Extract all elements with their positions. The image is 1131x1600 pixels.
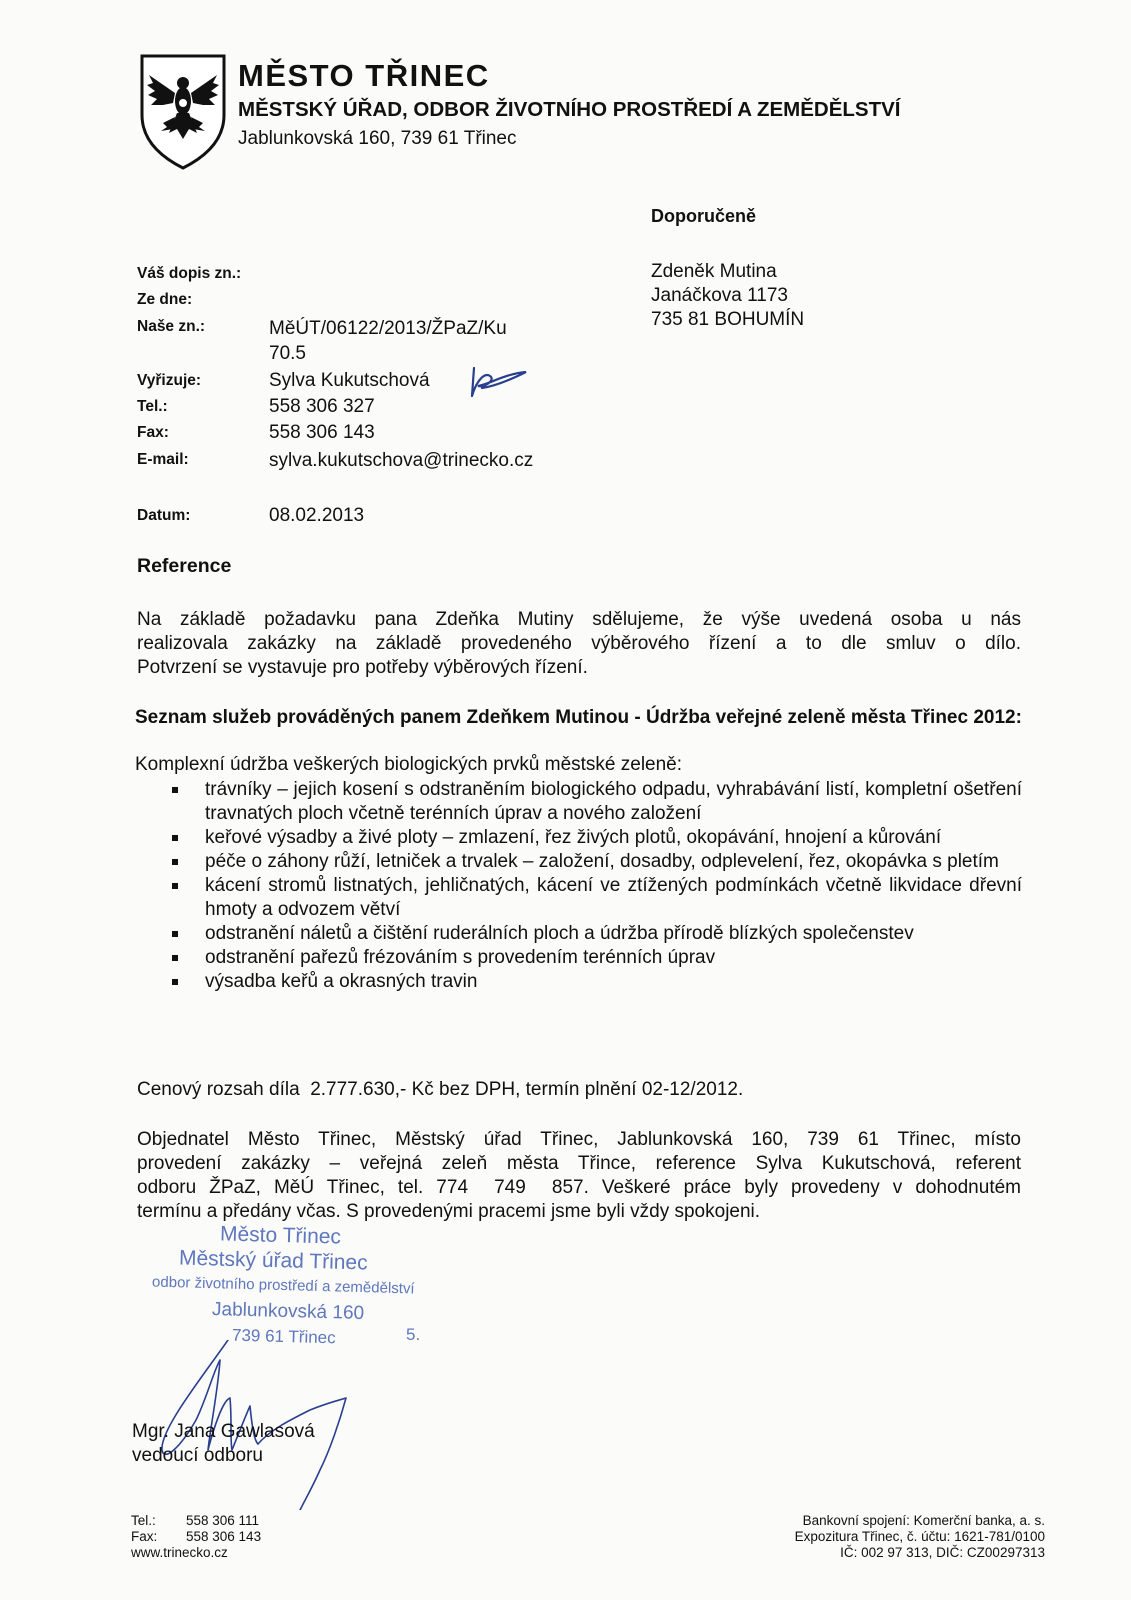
date-value: 08.02.2013: [269, 505, 365, 526]
bullet-icon: [172, 931, 178, 937]
list-item: keřové výsadby a živé ploty – zmlazení, řez živých plotů, okopávání, hnojení a kůrování: [170, 826, 1022, 850]
your-letter-label: Váš dopis zn.:: [137, 265, 242, 282]
footer-bank-account: Expozitura Třinec, č. účtu: 1621-781/0100: [794, 1529, 1045, 1544]
bullet-icon: [172, 835, 178, 841]
stamp-line: odbor životního prostředí a zemědělství: [151, 1273, 415, 1298]
handler-value: Sylva Kukutschová: [269, 370, 430, 391]
footer-tel-label: Tel.:: [131, 1513, 156, 1528]
our-ref-value-cont: 70.5: [269, 343, 306, 364]
bullet-icon: [172, 859, 178, 865]
stamp-line: Město Třinec: [219, 1222, 342, 1249]
bullet-icon: [172, 955, 178, 961]
footer-web: www.trinecko.cz: [131, 1545, 228, 1560]
footer-tel-value: 558 306 111: [186, 1513, 260, 1528]
city-coat-of-arms-icon: [139, 53, 227, 171]
signer-role: vedoucí odboru: [132, 1445, 263, 1466]
list-item: trávníky – jejich kosení s odstraněním biologického odpadu, vyhrabávání listí, kompletní ošetření travnatých ploch včetně terénních úprav a nového založení: [170, 778, 1022, 826]
recipient-address: [651, 260, 804, 332]
handwritten-initials: [466, 362, 536, 402]
client-paragraph: [137, 1128, 1021, 1224]
letter-title: Reference: [137, 555, 232, 577]
intro-paragraph: [137, 608, 1021, 680]
footer-fax-value: 558 306 143: [186, 1529, 262, 1544]
list-item: odstranění pařezů frézováním s provedením terénních úprav: [170, 946, 1022, 970]
handler-label: Vyřizuje:: [137, 372, 202, 389]
list-item: výsadba keřů a okrasných travin: [170, 970, 1022, 994]
tel-value: 558 306 327: [269, 396, 375, 417]
fax-label: Fax:: [137, 424, 169, 441]
intro-line: Na základě požadavku pana Zdeňka Mutiny sdělujeme, že výše uvedená osoba u nás: [137, 609, 1021, 630]
list-item: odstranění náletů a čištění ruderálních ploch a údržba přírodě blízkých společenstev: [170, 922, 1022, 946]
list-item: kácení stromů listnatých, jehličnatých, kácení ve ztížených podmínkách včetně likvidace dřevní hmoty a odvozem větví: [170, 874, 1022, 922]
city-name: MĚSTO TŘINEC: [238, 58, 490, 93]
services-heading: Seznam služeb prováděných panem Zdeňkem Mutinou - Údržba veřejné zeleně města Třinec 2012:: [135, 707, 1022, 728]
services-list: [170, 778, 1022, 994]
footer-bank: [795, 1513, 1045, 1561]
recipient-street: Janáčkova 1173: [651, 285, 788, 306]
date-label: Datum:: [137, 507, 191, 524]
footer-ids: IČ: 002 97 313, DIČ: CZ00297313: [840, 1545, 1045, 1560]
stamp-line: 739 61 Třinec: [231, 1325, 336, 1348]
stamp-number: 5.: [406, 1325, 421, 1344]
tel-label: Tel.:: [137, 398, 168, 415]
stamp-line: Městský úřad Třinec: [178, 1246, 368, 1275]
intro-line: realizovala zakázky na základě provedeného výběrového řízení a to dle smluv o dílo.: [137, 633, 1021, 654]
services-intro: Komplexní údržba veškerých biologických prvků městské zeleně:: [135, 754, 683, 775]
recipient-name: Zdeněk Mutina: [651, 261, 777, 282]
bullet-icon: [172, 883, 178, 889]
fax-value: 558 306 143: [269, 422, 375, 443]
signer-name: Mgr. Jana Gawlasová: [132, 1421, 315, 1442]
client-line: Objednatel Město Třinec, Městský úřad Třinec, Jablunkovská 160, 739 61 Třinec, místo: [137, 1129, 1021, 1150]
email-label: E-mail:: [137, 451, 189, 468]
bullet-icon: [172, 787, 178, 793]
intro-line: Potvrzení se vystavuje pro potřeby výběrových řízení.: [137, 657, 588, 678]
office-address: Jablunkovská 160, 739 61 Třinec: [238, 128, 517, 149]
our-ref-label: Naše zn.:: [137, 318, 206, 335]
recipient-city: 735 81 BOHUMÍN: [651, 309, 805, 330]
client-line: odboru ŽPaZ, MěÚ Třinec, tel. 774 749 857. Veškeré práce byly provedeny v dohodnutém: [137, 1177, 1021, 1198]
footer-bank-name: Bankovní spojení: Komerční banka, a. s.: [802, 1513, 1045, 1528]
email-value: sylva.kukutschova@trinecko.cz: [269, 450, 534, 471]
client-line: provedení zakázky – veřejná zeleň města Třince, reference Sylva Kukutschová, referent: [137, 1153, 1021, 1174]
stamp-line: Jablunkovská 160: [211, 1299, 365, 1324]
our-ref-value: MěÚT/06122/2013/ŽPaZ/Ku: [269, 318, 507, 339]
signer-block: [132, 1420, 315, 1468]
office-name: MĚSTSKÝ ÚŘAD, ODBOR ŽIVOTNÍHO PROSTŘEDÍ A ZEMĚDĚLSTVÍ: [238, 98, 901, 121]
delivery-mark: Doporučeně: [651, 206, 757, 226]
client-line: termínu a předány včas. S provedenými pracemi jsme byli vždy spokojeni.: [137, 1201, 761, 1222]
price-paragraph: Cenový rozsah díla 2.777.630,- Kč bez DPH, termín plnění 02-12/2012.: [137, 1079, 744, 1100]
list-item: péče o záhony růží, letniček a trvalek – založení, dosadby, odplevelení, řez, okopávka s pletím: [170, 850, 1022, 874]
footer-contacts: [131, 1513, 261, 1561]
footer-fax-label: Fax:: [131, 1529, 158, 1544]
bullet-icon: [172, 979, 178, 985]
date-from-label: Ze dne:: [137, 291, 193, 308]
